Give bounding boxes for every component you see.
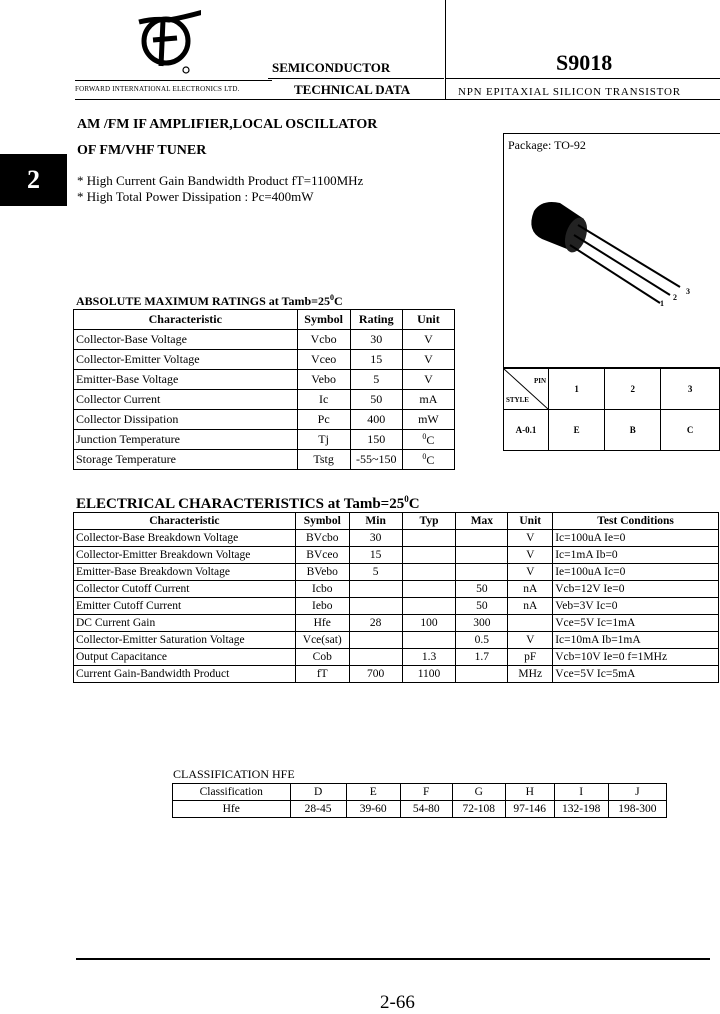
pin-label-3: 3 xyxy=(686,287,690,296)
table-cell xyxy=(456,564,508,581)
doc-title-line2: OF FM/VHF TUNER xyxy=(77,143,207,158)
table-cell: nA xyxy=(508,581,553,598)
table-cell: 28 xyxy=(349,615,402,632)
pin-label-1: 1 xyxy=(660,299,664,308)
table-cell: Ic xyxy=(297,390,350,410)
table-cell: 1.3 xyxy=(402,649,456,666)
table-cell: 15 xyxy=(350,350,402,370)
table-cell: 100 xyxy=(402,615,456,632)
to92-drawing xyxy=(520,195,710,315)
table-cell: Ic=100uA Ie=0 xyxy=(553,530,719,547)
table-row xyxy=(74,581,719,598)
feature-1: * High Current Gain Bandwidth Product fT=1100MHz xyxy=(77,173,364,188)
table-cell: Collector-Emitter Breakdown Voltage xyxy=(74,547,296,564)
table-row xyxy=(173,801,667,818)
table-cell: Vce=5V Ic=1mA xyxy=(553,615,719,632)
table-cell xyxy=(349,649,402,666)
table-cell: Hfe xyxy=(295,615,349,632)
abs-max-title-unit: C xyxy=(333,294,343,308)
table-cell xyxy=(402,564,456,581)
feature-2: * High Total Power Dissipation : Pc=400mW xyxy=(77,189,314,204)
table-cell xyxy=(456,530,508,547)
table-cell: 132-198 xyxy=(554,801,608,818)
table-cell: H xyxy=(505,784,554,801)
table-row xyxy=(74,350,455,370)
table-cell: fT xyxy=(295,666,349,683)
table-row xyxy=(74,632,719,649)
elec-table xyxy=(73,512,719,683)
table-cell: Vebo xyxy=(297,370,350,390)
pin-function: E xyxy=(549,410,605,451)
table-row xyxy=(74,450,455,470)
elec-title xyxy=(76,494,420,513)
table-row xyxy=(74,390,455,410)
table-cell: I xyxy=(554,784,608,801)
abs-max-table xyxy=(73,309,455,470)
table-cell: Ie=100uA Ic=0 xyxy=(553,564,719,581)
col-header: Characteristic xyxy=(74,310,298,330)
elec-title-sup: 0 xyxy=(404,494,409,504)
col-header: Max xyxy=(456,513,508,530)
table-cell: V xyxy=(508,530,553,547)
table-cell: V xyxy=(402,330,454,350)
table-cell: 0.5 xyxy=(456,632,508,649)
table-cell: V xyxy=(402,350,454,370)
col-header: Min xyxy=(349,513,402,530)
pin-number: 1 xyxy=(549,369,605,410)
table-cell: Emitter Cutoff Current xyxy=(74,598,296,615)
table-cell: Collector Current xyxy=(74,390,298,410)
col-header: Unit xyxy=(402,310,454,330)
table-cell xyxy=(456,666,508,683)
table-cell: BVceo xyxy=(295,547,349,564)
table-cell xyxy=(402,598,456,615)
abs-max-title-sup: 0 xyxy=(329,293,334,302)
pin-label-2: 2 xyxy=(673,293,677,302)
style-header: STYLE xyxy=(506,396,529,404)
table-cell: $^0$C xyxy=(402,450,454,470)
table-row xyxy=(74,330,455,350)
col-header: Symbol xyxy=(295,513,349,530)
table-cell xyxy=(349,632,402,649)
semiconductor-label: SEMICONDUCTOR xyxy=(272,60,391,75)
table-cell: Output Capacitance xyxy=(74,649,296,666)
table-cell: G xyxy=(452,784,505,801)
table-row xyxy=(173,784,667,801)
table-cell xyxy=(402,632,456,649)
table-cell: Collector Dissipation xyxy=(74,410,298,430)
company-logo xyxy=(135,8,201,74)
table-cell: Collector-Base Breakdown Voltage xyxy=(74,530,296,547)
pin-header: PIN xyxy=(533,377,546,385)
table-cell: Vce(sat) xyxy=(295,632,349,649)
table-cell: Ic=1mA Ib=0 xyxy=(553,547,719,564)
table-row xyxy=(74,666,719,683)
pin-table-corner xyxy=(504,369,549,410)
table-cell: 39-60 xyxy=(346,801,400,818)
company-name: FORWARD INTERNATIONAL ELECTRONICS LTD. xyxy=(75,85,240,93)
table-cell: 50 xyxy=(350,390,402,410)
elec-title-text: ELECTRICAL CHARACTERISTICS at Tamb=25 xyxy=(76,496,405,512)
table-cell: V xyxy=(508,564,553,581)
table-cell: Tstg xyxy=(297,450,350,470)
table-cell: 198-300 xyxy=(608,801,666,818)
table-cell: Classification xyxy=(173,784,291,801)
table-cell: 700 xyxy=(349,666,402,683)
table-cell xyxy=(508,615,553,632)
table-cell: Vce=5V Ic=5mA xyxy=(553,666,719,683)
table-cell xyxy=(402,581,456,598)
table-row xyxy=(74,564,719,581)
table-cell: Pc xyxy=(297,410,350,430)
classification-table xyxy=(172,783,667,818)
table-cell: 50 xyxy=(456,598,508,615)
table-cell: 400 xyxy=(350,410,402,430)
table-cell: nA xyxy=(508,598,553,615)
table-cell: J xyxy=(608,784,666,801)
table-cell: mW xyxy=(402,410,454,430)
table-row xyxy=(74,649,719,666)
header-line-left xyxy=(75,80,272,81)
table-row xyxy=(74,598,719,615)
table-cell: Junction Temperature xyxy=(74,430,298,450)
page-number: 2-66 xyxy=(380,992,415,1013)
pin-number: 3 xyxy=(661,369,720,410)
table-cell xyxy=(349,581,402,598)
table-cell: Cob xyxy=(295,649,349,666)
table-cell: F xyxy=(400,784,452,801)
table-cell: pF xyxy=(508,649,553,666)
pin-table xyxy=(503,368,720,451)
table-cell: Collector Cutoff Current xyxy=(74,581,296,598)
table-cell: Vceo xyxy=(297,350,350,370)
table-cell: 30 xyxy=(350,330,402,350)
table-row xyxy=(74,530,719,547)
table-cell: Collector-Emitter Voltage xyxy=(74,350,298,370)
table-cell: 54-80 xyxy=(400,801,452,818)
col-header: Characteristic xyxy=(74,513,296,530)
table-cell xyxy=(402,530,456,547)
table-cell: Vcbo xyxy=(297,330,350,350)
col-header: Test Conditions xyxy=(553,513,719,530)
table-cell: V xyxy=(508,547,553,564)
table-cell xyxy=(349,598,402,615)
table-cell: Vcb=10V Ie=0 f=1MHz xyxy=(553,649,719,666)
technical-data-label: TECHNICAL DATA xyxy=(294,82,411,97)
table-cell: Storage Temperature xyxy=(74,450,298,470)
table-cell: BVebo xyxy=(295,564,349,581)
style-name: A-0.1 xyxy=(504,410,549,451)
section-badge: 2 xyxy=(0,154,67,206)
table-cell: 5 xyxy=(349,564,402,581)
table-cell: Emitter-Base Breakdown Voltage xyxy=(74,564,296,581)
table-cell: 1100 xyxy=(402,666,456,683)
table-cell: 28-45 xyxy=(290,801,346,818)
table-cell: mA xyxy=(402,390,454,410)
doc-title-line1: AM /FM IF AMPLIFIER,LOCAL OSCILLATOR xyxy=(77,117,378,132)
table-row xyxy=(74,430,455,450)
table-cell: 97-146 xyxy=(505,801,554,818)
table-row xyxy=(74,615,719,632)
table-cell: 1.7 xyxy=(456,649,508,666)
table-cell: 30 xyxy=(349,530,402,547)
header-divider xyxy=(445,0,446,100)
table-cell: Iebo xyxy=(295,598,349,615)
table-row xyxy=(74,547,719,564)
device-subtitle: NPN EPITAXIAL SILICON TRANSISTOR xyxy=(458,86,681,98)
header-line-right xyxy=(446,78,720,79)
package-label: Package: TO-92 xyxy=(508,138,586,152)
pin-function: C xyxy=(661,410,720,451)
table-cell: V xyxy=(402,370,454,390)
table-cell: Icbo xyxy=(295,581,349,598)
table-row xyxy=(74,410,455,430)
table-cell: Current Gain-Bandwidth Product xyxy=(74,666,296,683)
table-cell: D xyxy=(290,784,346,801)
table-cell: DC Current Gain xyxy=(74,615,296,632)
table-cell: $^0$C xyxy=(402,430,454,450)
footer-line xyxy=(76,958,710,960)
table-cell: V xyxy=(508,632,553,649)
table-cell: Emitter-Base Voltage xyxy=(74,370,298,390)
table-cell: Tj xyxy=(297,430,350,450)
table-row xyxy=(74,370,455,390)
table-cell: 150 xyxy=(350,430,402,450)
table-cell: Collector-Emitter Saturation Voltage xyxy=(74,632,296,649)
table-cell: Veb=3V Ic=0 xyxy=(553,598,719,615)
table-cell: 72-108 xyxy=(452,801,505,818)
table-cell: 15 xyxy=(349,547,402,564)
table-cell: Ic=10mA Ib=1mA xyxy=(553,632,719,649)
col-header: Unit xyxy=(508,513,553,530)
part-number: S9018 xyxy=(556,50,613,75)
pin-function: B xyxy=(605,410,661,451)
table-cell: 5 xyxy=(350,370,402,390)
table-cell: E xyxy=(346,784,400,801)
table-cell: 50 xyxy=(456,581,508,598)
classification-title: CLASSIFICATION HFE xyxy=(173,767,295,781)
col-header: Symbol xyxy=(297,310,350,330)
header-line-bottom xyxy=(75,99,720,100)
table-cell: Collector-Base Voltage xyxy=(74,330,298,350)
table-cell xyxy=(456,547,508,564)
pin-number: 2 xyxy=(605,369,661,410)
header-line-mid xyxy=(268,78,444,79)
table-cell: -55~150 xyxy=(350,450,402,470)
abs-max-title xyxy=(76,293,343,309)
table-cell: Hfe xyxy=(173,801,291,818)
elec-title-unit: C xyxy=(408,496,420,512)
table-cell: MHz xyxy=(508,666,553,683)
table-cell xyxy=(402,547,456,564)
col-header: Rating xyxy=(350,310,402,330)
table-cell: BVcbo xyxy=(295,530,349,547)
table-cell: Vcb=12V Ie=0 xyxy=(553,581,719,598)
abs-max-title-text: ABSOLUTE MAXIMUM RATINGS at Tamb=25 xyxy=(76,294,330,308)
table-cell: 300 xyxy=(456,615,508,632)
col-header: Typ xyxy=(402,513,456,530)
